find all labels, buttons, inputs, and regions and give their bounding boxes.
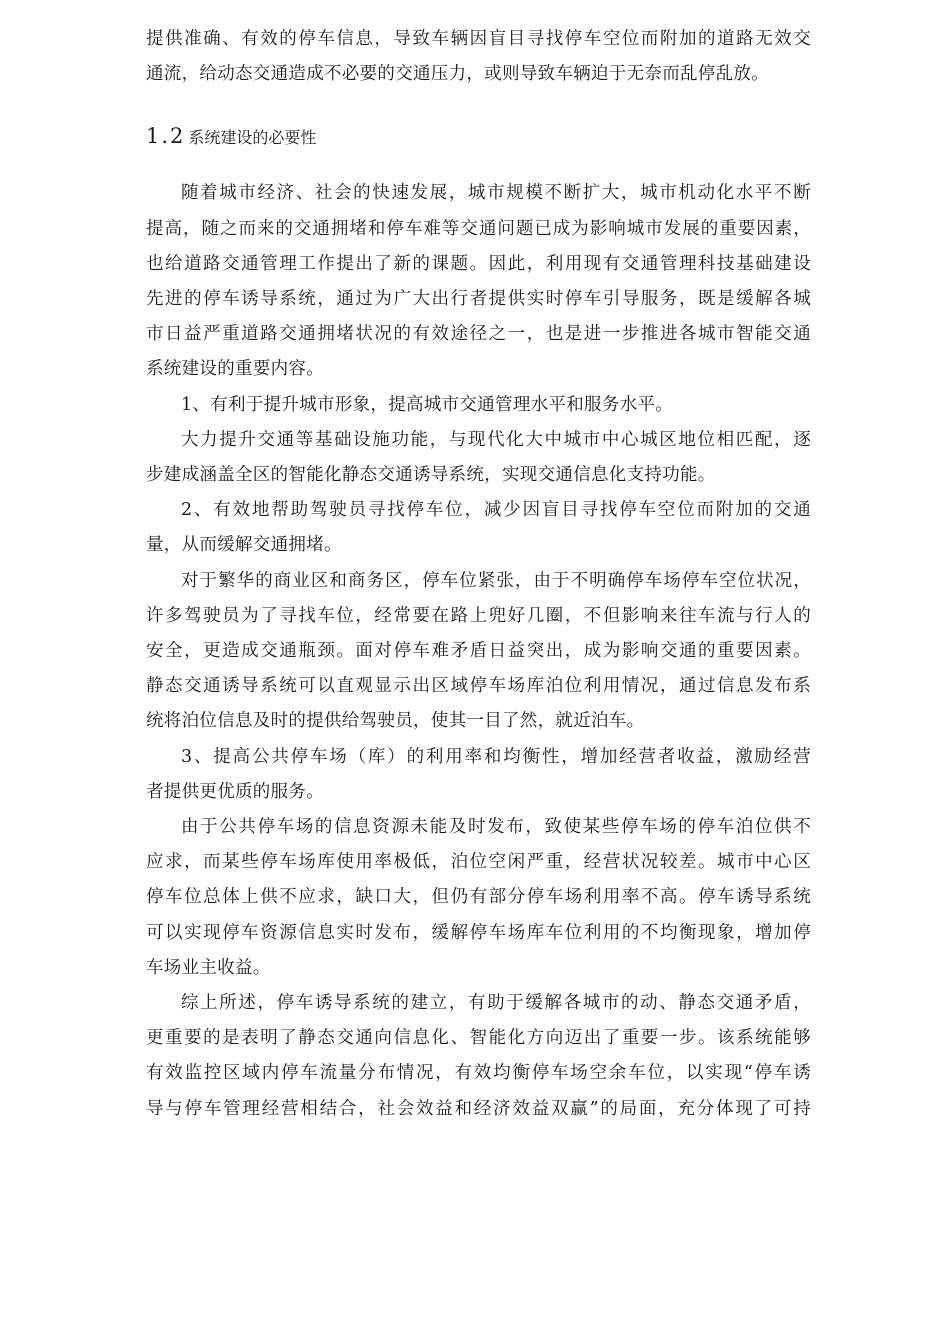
text-line: 许多驾驶员为了寻找车位，经常要在路上兜好几圈，不但影响来往车流与行人的 [146, 605, 811, 626]
intro-paragraph [146, 22, 811, 92]
text-line: 更重要的是表明了静态交通向信息化、智能化方向迈出了重要一步。该系统能够 [146, 1028, 811, 1049]
text-line: 1、有利于提升城市形象，提高城市交通管理水平和服务水平。 [181, 394, 674, 415]
point-2-body [146, 564, 811, 740]
text-line: 随着城市经济、社会的快速发展，城市规模不断扩大，城市机动化水平不断 [181, 183, 811, 204]
text-line: 2、有效地帮助驾驶员寻找停车位，减少因盲目寻找停车空位而附加的交通 [181, 500, 811, 521]
text-line: 统将泊位信息及时的提供给驾驶员，使其一目了然，就近泊车。 [146, 711, 645, 732]
point-2-heading [146, 493, 811, 563]
text-line: 应求，而某些停车场库使用率极低，泊位空闲严重，经营状况较差。城市中心区 [146, 852, 811, 873]
text-line: 步建成涵盖全区的智能化静态交通诱导系统，实现交通信息化支持功能。 [146, 465, 716, 486]
text-line: 有效监控区域内停车流量分布情况，有效均衡停车场空余车位，以实现“停车诱 [146, 1063, 811, 1084]
text-line: 系统建设的重要内容。 [146, 359, 324, 380]
text-line: 者提供更优质的服务。 [146, 781, 324, 802]
text-line: 导与停车管理经营相结合，社会效益和经济效益双赢”的局面，充分体现了可持 [146, 1098, 811, 1119]
text-line: 也给道路交通管理工作提出了新的课题。因此，利用现有交通管理科技基础建设 [146, 253, 811, 274]
summary-paragraph [146, 986, 811, 1127]
text-line: 车场业主收益。 [146, 957, 271, 978]
text-line: 综上所述，停车诱导系统的建立，有助于缓解各城市的动、静态交通矛盾， [181, 993, 811, 1014]
document-page [146, 22, 811, 1127]
text-line: 可以实现停车资源信息实时发布，缓解停车场库车位利用的不均衡现象，增加停 [146, 922, 811, 943]
text-line: 静态交通诱导系统可以直观显示出区域停车场库泊位利用情况，通过信息发布系 [146, 676, 811, 697]
text-line: 停车位总体上供不应求，缺口大，但仍有部分停车场利用率不高。停车诱导系统 [146, 887, 811, 908]
text-line: 提供准确、有效的停车信息，导致车辆因盲目寻找停车空位而附加的道路无效交 [146, 29, 811, 49]
text-line: 市日益严重道路交通拥堵状况的有效途径之一，也是进一步推进各城市智能交通 [146, 324, 811, 345]
text-line: 安全，更造成交通瓶颈。面对停车难矛盾日益突出，成为影响交通的重要因素。 [146, 641, 811, 662]
paragraph-necessity [146, 176, 811, 387]
section-number: 1.2 [146, 124, 186, 149]
point-1-body [146, 423, 811, 493]
text-line: 通流，给动态交通造成不必要的交通压力，或则导致车辆迫于无奈而乱停乱放。 [146, 64, 769, 85]
text-line: 由于公共停车场的信息资源未能及时发布，致使某些停车场的停车泊位供不 [181, 817, 811, 838]
text-line: 先进的停车诱导系统，通过为广大出行者提供实时停车引导服务，既是缓解各城 [146, 289, 811, 310]
point-3-heading [146, 740, 811, 810]
text-line: 量，从而缓解交通拥堵。 [146, 535, 342, 556]
section-heading [146, 124, 811, 168]
text-line: 3、提高公共停车场（库）的利用率和均衡性，增加经营者收益，激励经营 [181, 746, 811, 767]
point-3-body [146, 810, 811, 986]
section-title: 系统建设的必要性 [188, 128, 317, 148]
point-1-heading [146, 388, 811, 423]
text-line: 提高，随之而来的交通拥堵和停车难等交通问题已成为影响城市发展的重要因素， [146, 218, 811, 239]
text-line: 对于繁华的商业区和商务区，停车位紧张，由于不明确停车场停车空位状况， [181, 570, 811, 591]
text-line: 大力提升交通等基础设施功能，与现代化大中城市中心城区地位相匹配，逐 [181, 429, 811, 450]
